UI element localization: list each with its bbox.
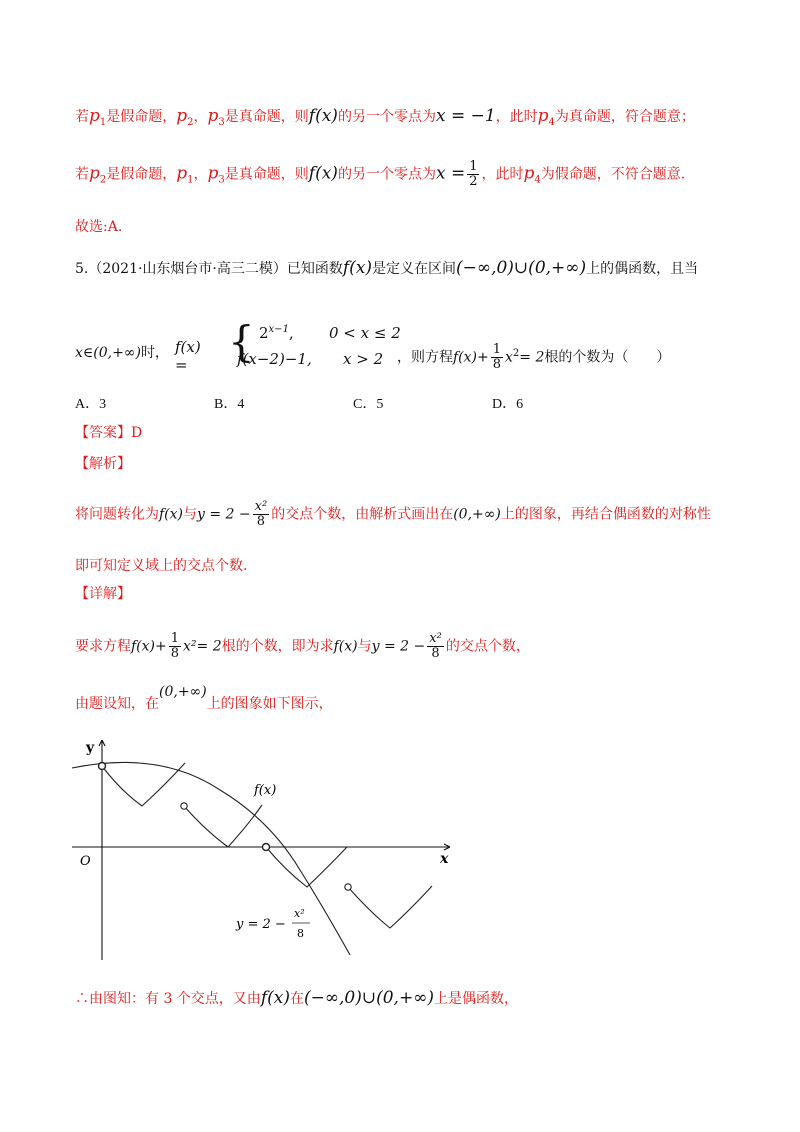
option-a: A．3 <box>75 397 107 412</box>
f-branch-4 <box>348 886 432 928</box>
parabola-label-den: 8 <box>297 927 304 940</box>
question-stem: 5.（2021·山东烟台市·高三二模）已知函数f(x)是定义在区间(−∞,0)∪(0,+∞)上的偶函数，且当 <box>75 258 699 278</box>
f-curve-label: f(x) <box>254 783 277 798</box>
choice-line: 故选:A. <box>75 219 123 235</box>
detail-graph-intro: 由题设知，在(0,+∞)上的图象如下图示， <box>75 684 333 712</box>
option-c: C．5 <box>353 397 384 412</box>
y-axis-label: y <box>86 740 95 756</box>
option-d: D．6 <box>492 397 524 412</box>
intersection-point-1 <box>99 763 106 770</box>
option-b: B．4 <box>214 397 245 412</box>
open-dot-2 <box>345 884 351 890</box>
intersection-point-2 <box>263 844 270 851</box>
analysis-label: 【解析】 <box>75 456 131 472</box>
parabola-curve <box>72 762 350 955</box>
f-branch-1 <box>102 763 185 806</box>
case-p2-false: 若$p_2$是假命题，$p_1$，$p_3$是真命题，则f(x)的另一个零点为x = $\frac{1}{2}$ ，此时$p_4$为假命题，不符合题意. <box>75 159 686 189</box>
detail-text: 要求方程f(x)+ $\frac{1}{8}$ x²= 2根的个数，即为求f(x)与y = 2 − $\frac{\text{x²}}{8}$ 的交点个数， <box>75 631 530 661</box>
answer-label: 【答案】D <box>75 425 143 441</box>
equation-question: ，则方程f(x)+ $\frac{1}{8}$ $x^2= 2$根的个数为（ ） <box>397 342 671 372</box>
parabola-label: y = 2 − <box>236 917 286 932</box>
case-p1-false: 若$p_1$是假命题，$p_2$，$p_3$是真命题，则f(x)的另一个零点为x = −1，此时$p_4$为真命题，符合题意； <box>75 106 695 128</box>
open-dot-1 <box>181 803 187 809</box>
analysis-text: 将问题转化为f(x)与y = 2 − $\frac{\text{x²}}{8}$ 的交点个数，由解析式画出在(0,+∞)上的图象，再结合偶函数的对称性 <box>75 499 711 529</box>
parabola-label-num: x² <box>294 907 305 920</box>
analysis-text-2: 即可知定义域上的交点个数. <box>75 558 248 574</box>
origin-label: O <box>80 854 91 869</box>
x-axis-label: x <box>440 851 449 867</box>
detail-label: 【详解】 <box>75 586 131 602</box>
conclusion: ∴由图知：有 3 个交点，又由f(x)在(−∞,0)∪(0,+∞)上是偶函数， <box>75 988 518 1008</box>
question-condition: x∈(0,+∞)时， <box>75 345 169 361</box>
function-graph <box>0 730 800 970</box>
answer-options <box>75 393 631 413</box>
